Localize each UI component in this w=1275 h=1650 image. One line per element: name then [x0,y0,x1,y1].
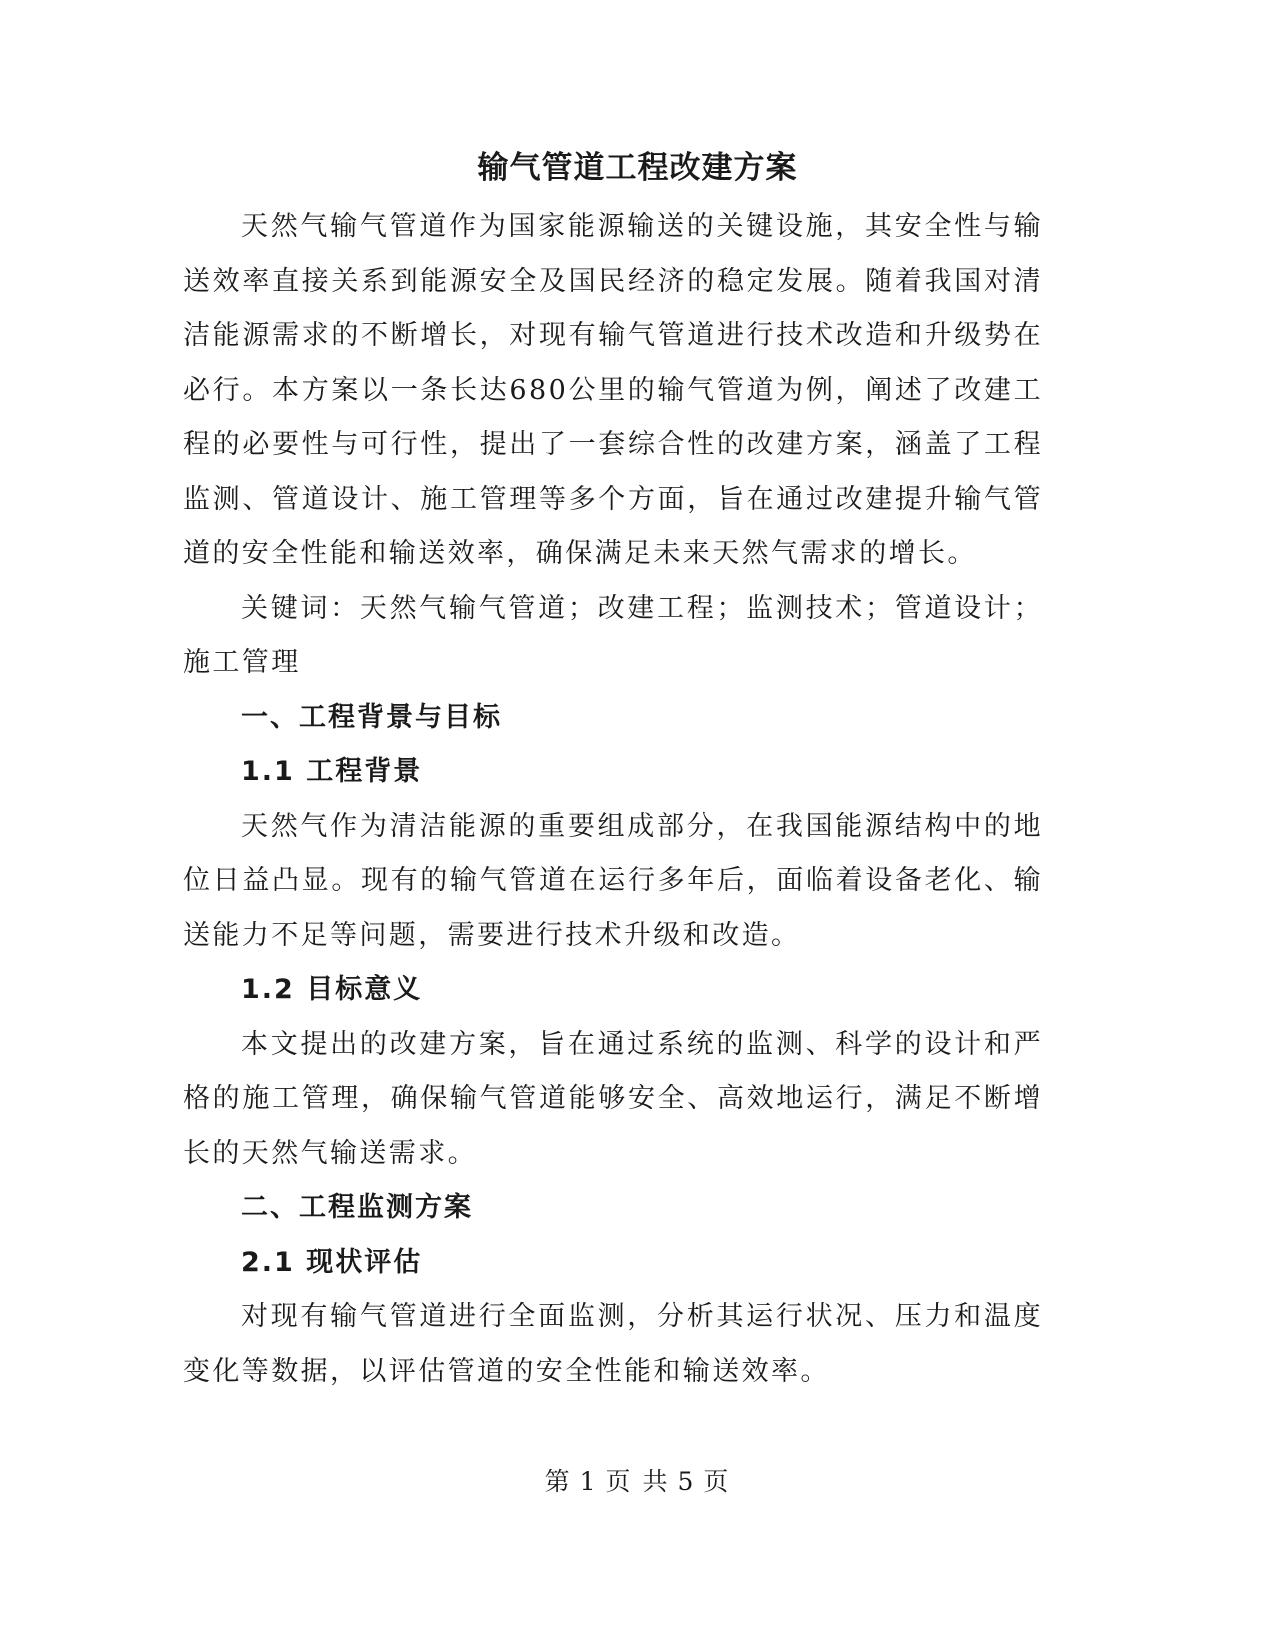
subsection-1-1-heading: 1.1 工程背景 [241,756,423,787]
current-page-number: 1 [579,1467,598,1496]
subsection-2-1-text: 对现有输气管道进行全面监测，分析其运行状况、压力和温度变化等数据，以评估管道的安全性能和输送效率。 [183,1301,1043,1387]
abstract-paragraph: 天然气输气管道作为国家能源输送的关键设施，其安全性与输送效率直接关系到能源安全及国民经济的稳定发展。随着我国对清洁能源需求的不断增长，对现有输气管道进行技术改造和升级势在必行。本方案以一条长达680公里的输气管道为例，阐述了改建工程的必要性与可行性，提出了一套综合性的改建方案，涵盖了工程监测、管道设计、施工管理等多个方面，旨在通过改建提升输气管道的安全性能和输送效率，确保满足未来天然气需求的增长。 [183,211,1043,569]
total-pages-number: 5 [677,1467,696,1496]
section-1-heading: 一、工程背景与目标 [241,701,502,733]
footer-middle: 页 共 [605,1467,670,1496]
page-footer [0,1462,1275,1498]
subsection-1-2-text: 本文提出的改建方案，旨在通过系统的监测、科学的设计和严格的施工管理，确保输气管道能够安全、高效地运行，满足不断增长的天然气输送需求。 [183,1028,1043,1169]
keywords-paragraph: 关键词：天然气输气管道；改建工程；监测技术；管道设计；施工管理 [183,592,1043,678]
footer-suffix: 页 [703,1467,731,1496]
document-title: 输气管道工程改建方案 [477,150,798,186]
subsection-1-1-text: 天然气作为清洁能源的重要组成部分，在我国能源结构中的地位日益凸显。现有的输气管道在运行多年后，面临着设备老化、输送能力不足等问题，需要进行技术升级和改造。 [183,810,1043,951]
section-2-heading: 二、工程监测方案 [241,1192,473,1223]
document-body [183,200,1043,1399]
subsection-1-2-heading: 1.2 目标意义 [241,974,423,1005]
footer-prefix: 第 [544,1467,572,1496]
subsection-2-1-heading: 2.1 现状评估 [241,1246,423,1278]
